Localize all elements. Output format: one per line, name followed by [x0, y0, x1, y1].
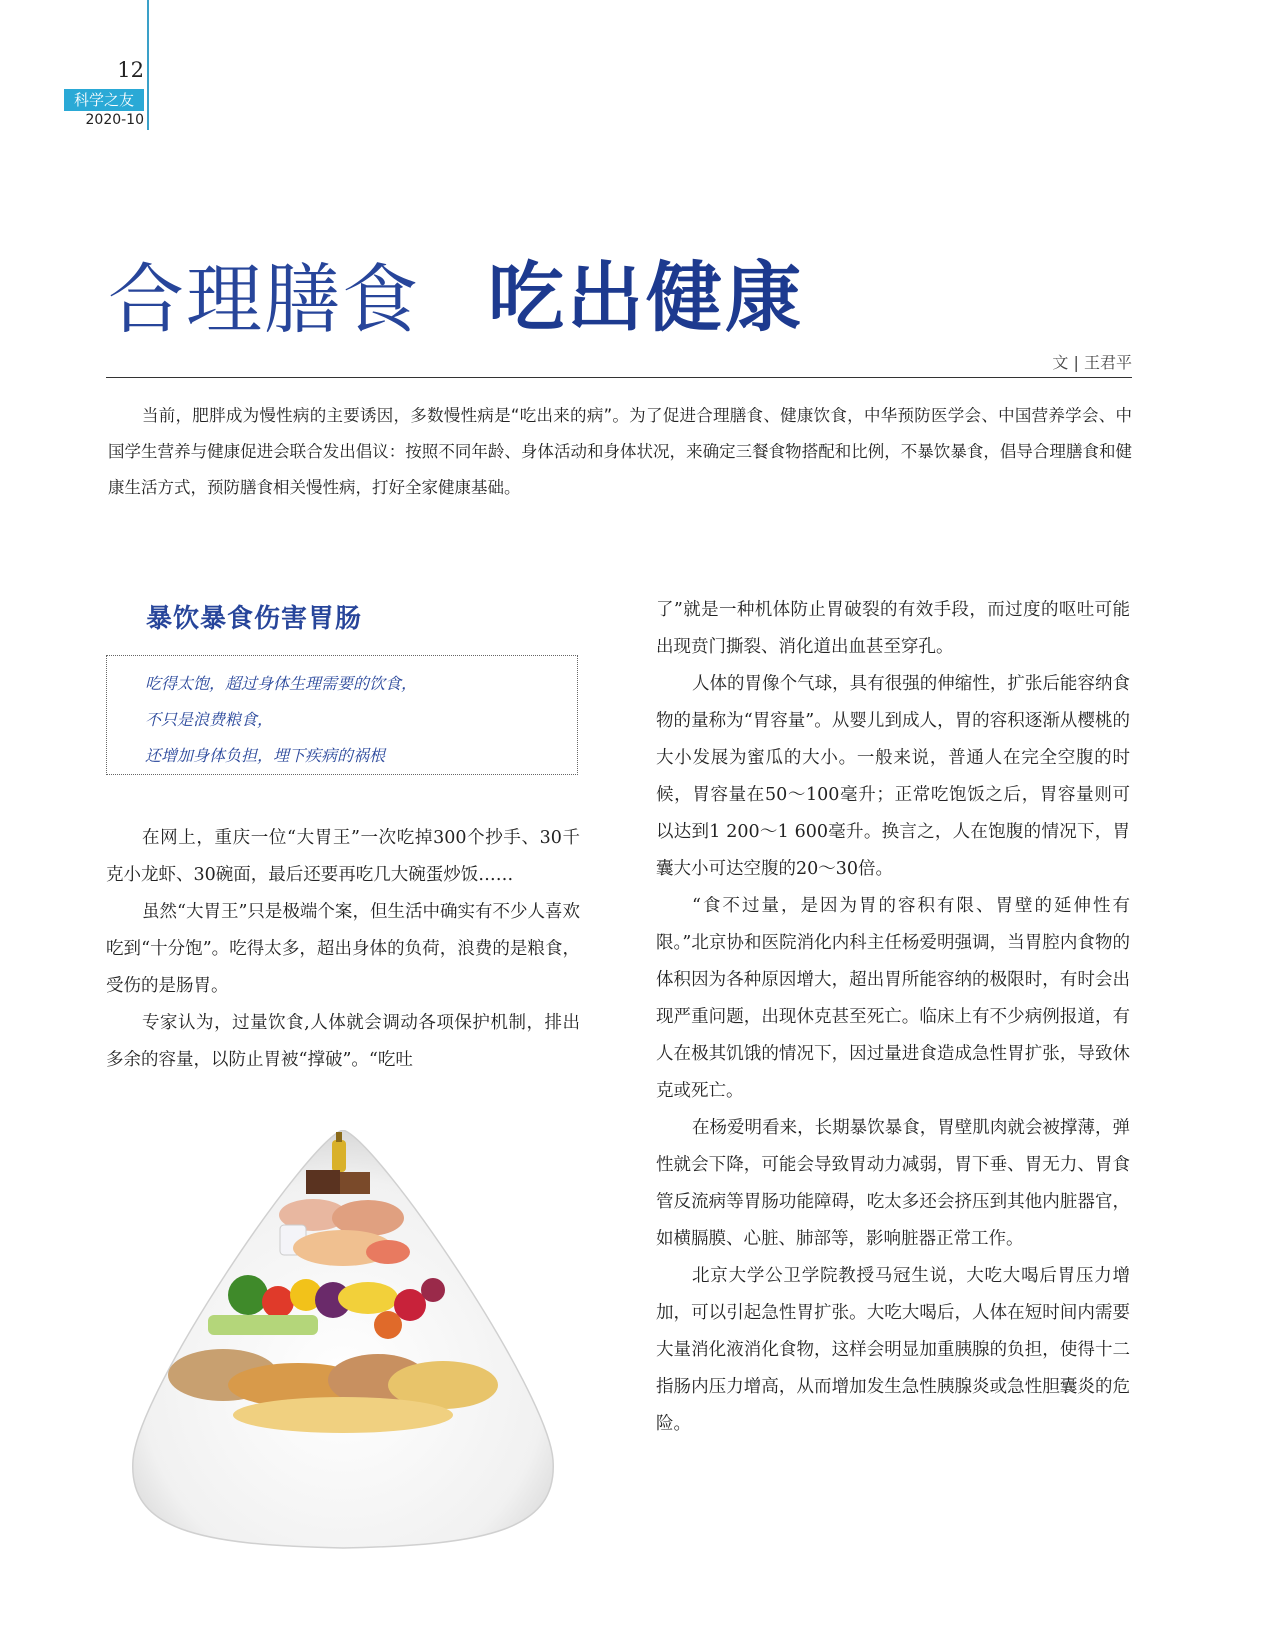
food-pyramid-illustration	[128, 1130, 558, 1550]
byline: 文 | 王君平	[1052, 353, 1132, 372]
section-title: 暴饮暴食伤害胃肠	[146, 604, 363, 634]
title-divider	[106, 377, 1132, 378]
pullquote-line: 不只是浪费粮食，	[145, 710, 274, 729]
right-column	[656, 592, 1130, 1443]
body-paragraph: 北京大学公卫学院教授马冠生说，大吃大喝后胃压力增加，可以引起急性胃扩张。大吃大喝后，人体在短时间内需要大量消化液消化食物，这样会明显加重胰腺的负担，使得十二指肠内压力增高，从而增加发生急性胰腺炎或急性胆囊炎的危险。	[656, 1266, 1130, 1434]
body-paragraph: 专家认为，过量饮食,人体就会调动各项保护机制，排出多余的容量，以防止胃被“撑破”。“吃吐	[106, 1013, 580, 1070]
body-paragraph: 在杨爱明看来，长期暴饮暴食，胃壁肌肉就会被撑薄，弹性就会下降，可能会导致胃动力减弱，胃下垂、胃无力、胃食管反流病等胃肠功能障碍，吃太多还会挤压到其他内脏器官，如横膈膜、心脏、肺部等，影响脏器正常工作。	[656, 1118, 1130, 1249]
pullquote-line: 还增加身体负担，埋下疾病的祸根	[145, 746, 386, 765]
magazine-name: 科学之友	[64, 89, 144, 111]
pullquote-box	[106, 655, 578, 775]
body-paragraph: 虽然“大胃王”只是极端个案，但生活中确实有不少人喜欢吃到“十分饱”。吃得太多，超出身体的负荷，浪费的是粮食，受伤的是肠胃。	[106, 902, 580, 996]
body-paragraph: 在网上，重庆一位“大胃王”一次吃掉300个抄手、30千克小龙虾、30碗面，最后还要再吃几大碗蛋炒饭……	[106, 828, 580, 885]
issue-date: 2020-10	[85, 112, 144, 128]
body-paragraph-continued: 了”就是一种机体防止胃破裂的有效手段，而过度的呕吐可能出现贲门撕裂、消化道出血甚至穿孔。	[656, 600, 1130, 657]
body-paragraph: “食不过量，是因为胃的容积有限、胃壁的延伸性有限。”北京协和医院消化内科主任杨爱明强调，当胃腔内食物的体积因为各种原因增大，超出胃所能容纳的极限时，有时会出现严重问题，出现休克甚至死亡。临床上有不少病例报道，有人在极其饥饿的情况下，因过量进食造成急性胃扩张，导致休克或死亡。	[656, 896, 1130, 1101]
title-part1: 合理膳食	[108, 255, 420, 344]
body-paragraph: 人体的胃像个气球，具有很强的伸缩性，扩张后能容纳食物的量称为“胃容量”。从婴儿到成人，胃的容积逐渐从樱桃的大小发展为蜜瓜的大小。一般来说，普通人在完全空腹的时候，胃容量在50～100毫升；正常吃饱饭之后，胃容量则可以达到1 200～1 600毫升。换言之，人在饱腹的情况下，胃囊大小可达空腹的20～30倍。	[656, 674, 1130, 879]
page-number: 12	[117, 58, 144, 82]
pullquote-line: 吃得太饱，超过身体生理需要的饮食，	[145, 674, 418, 693]
intro-paragraph: 当前，肥胖成为慢性病的主要诱因，多数慢性病是“吃出来的病”。为了促进合理膳食、健康饮食，中华预防医学会、中国营养学会、中国学生营养与健康促进会联合发出倡议：按照不同年龄、身体活动和身体状况，来确定三餐食物搭配和比例，不暴饮暴食，倡导合理膳食和健康生活方式，预防膳食相关慢性病，打好全家健康基础。	[108, 406, 1132, 497]
header-rule	[147, 0, 149, 130]
title-part2: 吃出健康	[488, 253, 804, 342]
left-column	[106, 820, 580, 1079]
